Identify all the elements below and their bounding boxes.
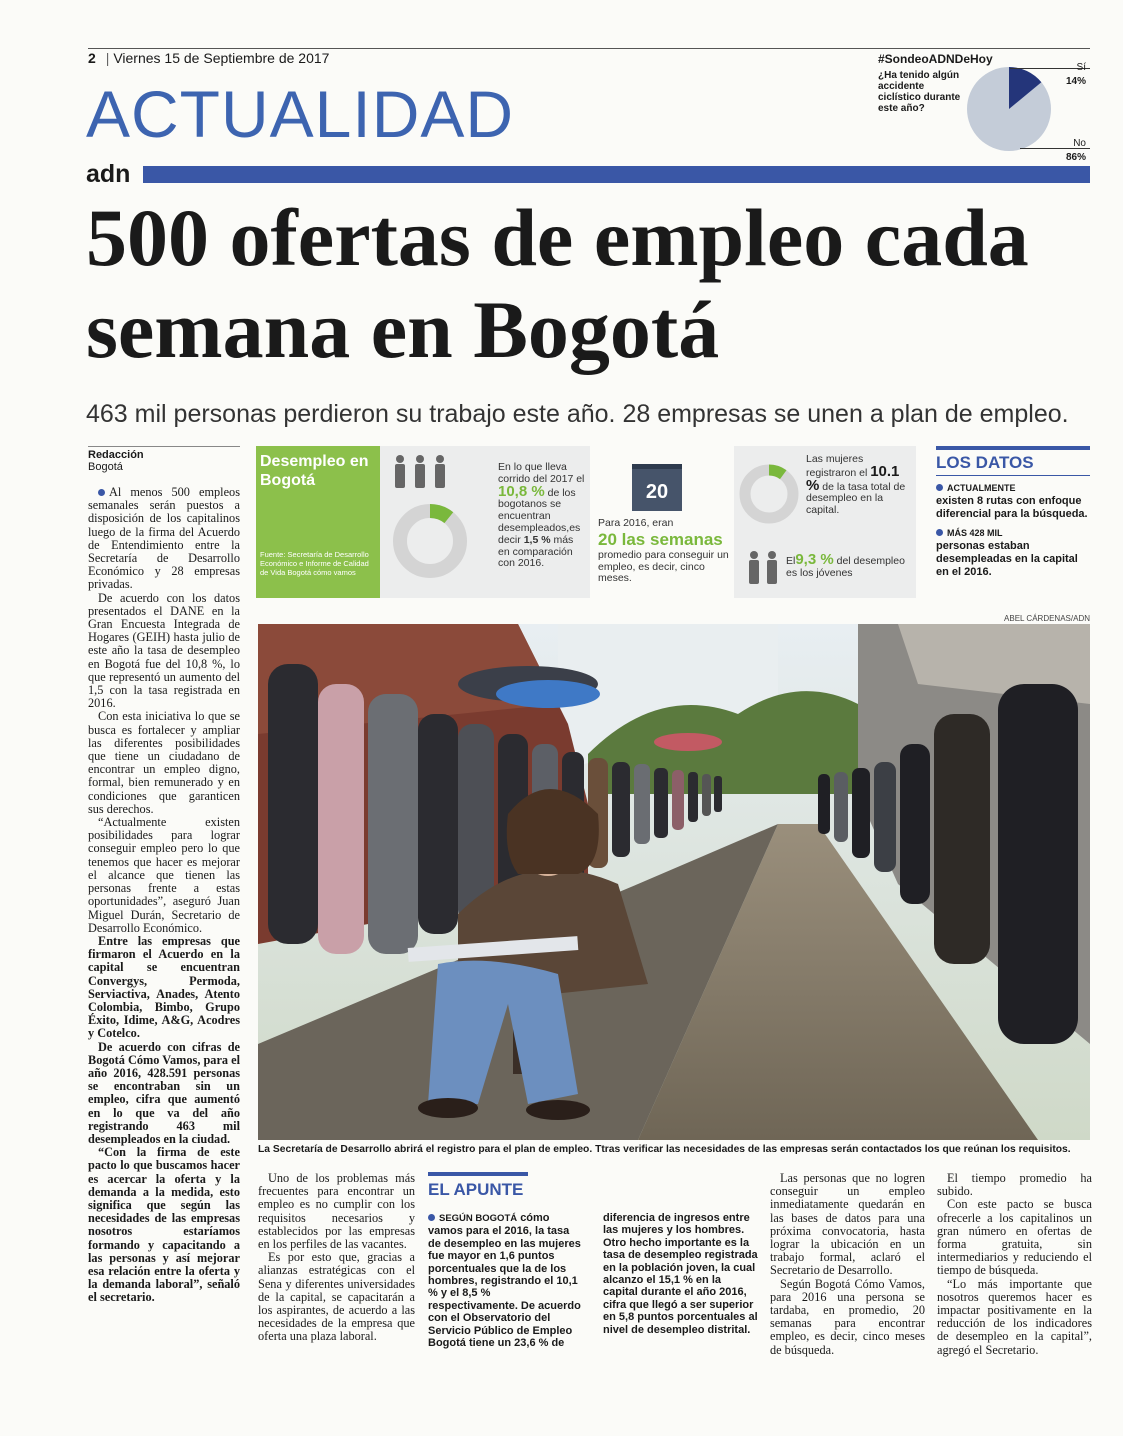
donut-arc-unemployment (430, 511, 449, 518)
paragraph: Con esta iniciativa lo que se busca es fortalecer y ampliar las diferentes posibilidades que tiene un ciudadano de encontrar un empleo digno, formal, bien remunerado y en condiciones que garanticen sus derechos. (88, 709, 240, 816)
poll-question: ¿Ha tenido algún accidente ciclístico durante este año? (878, 70, 961, 114)
panel3-t1: Las mujeres registraron el (806, 453, 868, 479)
poll-no-value: 86% (1065, 152, 1086, 163)
bullet-icon (428, 1214, 435, 1221)
panel3-text-youth (786, 551, 912, 580)
article-column-5 (937, 1172, 1092, 1357)
section-band (143, 166, 1090, 183)
los-datos-item (936, 527, 1090, 579)
infographic-panel-women (734, 446, 916, 598)
donut-track (745, 470, 793, 518)
el-apunte-col-2: diferencia de ingresos entre las mujeres y los hombres. Otro hecho importante es la tasa de desempleo registrada en la población joven, la cual alcanzo el 15,1 % en la capital durante el año 2016, cifra que llegó a ser superior en 5,8 puntos porcentuales al nivel de desempleo distrital. (603, 1212, 758, 1336)
donut-chart-unemployment (390, 496, 470, 586)
panel1-text (498, 462, 586, 570)
photo-umbrella-red (654, 733, 722, 751)
article-column-4 (770, 1172, 925, 1357)
los-datos-title: LOS DATOS (936, 446, 1090, 476)
photo-shoe-right (526, 1100, 590, 1120)
panel1-rate: 10,8 % (498, 482, 545, 500)
paragraph: Uno de los problemas más frecuentes para encontrar un empleo es no cumplir con los requisitos necesarios y establecidos por las empresas en los perfiles de las vacantes. (258, 1171, 415, 1252)
page-number: 2 (88, 50, 96, 66)
panel3-text-women (806, 454, 914, 517)
top-rule (88, 48, 1090, 49)
subheadline: 463 mil personas perdieron su trabajo este año. 28 empresas se unen a plan de empleo. (86, 400, 1069, 428)
article-column-2 (258, 1172, 415, 1344)
paragraph (88, 486, 240, 592)
people-icon (390, 454, 450, 490)
headline: 500 ofertas de empleo cada semana en Bogotá (86, 192, 1029, 375)
photo-shoe-left (418, 1098, 478, 1118)
paragraph: Entre las empresas que firmaron el Acuerdo en la capital se encuentran Convergys, Permoda, Serviactiva, Anades, Atento Colombia, Bimbo, Grupo Éxito, Idime, A&G, Acodres y Cotelco. (88, 933, 240, 1041)
panel1-t3: más en comparación con 2016. (498, 533, 574, 570)
el-apunte-columns (428, 1212, 758, 1349)
youth-icon (746, 550, 780, 586)
el-apunte-text-1: cómo vamos para el 2016, la tasa de desempleo en las mujeres fue mayor en 1,6 puntos porcentuales que la de los hombres, registrando el 10,1 % y el 8,5 % respectivamente. De acuerdo con el Observatorio del Servicio Público de Empleo Bogotá tiene un 23,6 % de (428, 1212, 581, 1350)
panel3-youth-rate: 9,3 % (795, 551, 834, 568)
poll-yes-label: Sí (1076, 62, 1086, 73)
infographic-panel-weeks (590, 446, 734, 598)
paragraph: De acuerdo con los datos presentados el DANE en la Gran Encuesta Integrada de Hogares (GEIH) hasta julio de este año la tasa de desempleo en Bogotá fue del 10,8 %, lo que representó un aumento del 1,5 con la tasa registrada en 2016. (88, 590, 240, 711)
paragraph: Con este pacto se busca ofrecerle a los capitalinos un gran número en ofertas de forma gratuita, sin intermediarios y reduciendo el tiempo de búsqueda. (937, 1197, 1092, 1278)
paragraph: “Lo más importante que nosotros queremos hacer es impactar positivamente en la reducción de los indicadores de desempleo en la capital”, agregó el Secretario. (937, 1276, 1092, 1357)
folio: 2 | Viernes 15 de Septiembre de 2017 (88, 50, 330, 66)
bullet-icon (936, 529, 943, 536)
panel3-t4: del desempleo es los jóvenes (786, 555, 905, 579)
panel3-t2: de la tasa total de desempleo en la capital. (806, 480, 906, 517)
byline-rule (88, 446, 240, 447)
byline-city: Bogotá (88, 461, 123, 473)
item-lead: MÁS 428 MIL (947, 528, 1003, 538)
article-column-1 (88, 486, 240, 1305)
panel2-t1: Para 2016, eran (598, 517, 674, 529)
item-lead: ACTUALMENTE (947, 483, 1016, 493)
el-apunte-col-1 (428, 1212, 583, 1349)
paragraph: Según Bogotá Cómo Vamos, para 2016 una persona se tardaba, en promedio, 20 semanas para encontrar empleo, es decir, cinco meses de búsqueda. (770, 1276, 925, 1357)
bullet-icon (98, 489, 105, 496)
panel2-text (598, 518, 732, 585)
photo-credit: ABEL CÁRDENAS/ADN (1004, 614, 1090, 623)
byline (88, 446, 240, 473)
paragraph: “Con la firma de este pacto lo que buscamos hacer es acercar la oferta y la demanda a la medida, esto significa que según las necesidades de las empresas nosotros estaríamos formando y capacitando a las personas y así mejorar esa relación entre la oferta y la demanda laboral”, señaló el secretario. (88, 1145, 240, 1305)
byline-name: Redacción (88, 449, 144, 461)
panel3-t3: El (786, 555, 796, 567)
paragraph: “Actualmente existen posibilidades para lograr conseguir empleo pero lo que tenemos que hacer es mejorar el alcance que tienen las personas frente a estas oportunidades”, aseguró Juan Miguel Durán, Secretario de Desarrollo Económico. (88, 815, 240, 935)
section-title: ACTUALIDAD (86, 77, 515, 151)
los-datos-item (936, 482, 1090, 521)
poll-tag[interactable]: #SondeoADNDeHoy (878, 52, 993, 66)
infographic-title: Desempleo en Bogotá (260, 453, 369, 489)
los-datos-box (936, 446, 1090, 579)
item-text: existen 8 rutas con enfoque diferencial para la búsqueda. (936, 495, 1088, 520)
paragraph: Es por esto que, gracias a alianzas estratégicas con el Sena y diferentes universidades de la capital, se capacitarán a los aspirantes, de acuerdo a las necesidades de la empresa que oferta una plaza laboral. (258, 1250, 415, 1344)
el-apunte-lead: SEGÚN BOGOTÁ (439, 1213, 518, 1224)
item-text: personas estaban desempleadas en la capital en el 2016. (936, 540, 1078, 578)
panel1-t1: En lo que lleva corrido del 2017 el (498, 461, 585, 485)
poll-pie-chart (964, 64, 1054, 154)
el-apunte-title: EL APUNTE (428, 1172, 528, 1200)
poll-no-label: No (1073, 138, 1086, 149)
poll-yes-value: 14% (1065, 76, 1086, 87)
news-photo (258, 624, 1090, 1140)
infographic-title-panel (256, 446, 380, 598)
donut-chart-women (736, 456, 802, 526)
panel2-t2: promedio para conseguir un empleo, es decir, cinco meses. (598, 548, 729, 585)
paragraph-text: Al menos 500 empleos semanales serán puestos a disposición de los capitalinos luego de la firma del Acuerdo de Entendimiento entre la Secretaría de Desarrollo Económico y 28 empresas privadas. (88, 485, 240, 592)
issue-date: Viernes 15 de Septiembre de 2017 (113, 50, 330, 66)
infographic-source: Fuente: Secretaría de Desarrollo Económico e Informe de Calidad de Vida Bogotá cómo vamos (260, 550, 369, 577)
panel2-weeks: 20 las semanas (598, 529, 723, 549)
paragraph: De acuerdo con cifras de Bogotá Cómo Vamos, para el año 2016, 428.591 personas se encontraban sin un empleo, cifra que aumentó en lo que va del año registrando 463 mil desempleados en la ciudad. (88, 1039, 241, 1146)
paragraph: El tiempo promedio ha subido. (937, 1171, 1092, 1199)
paragraph: Las personas que no logren conseguir un empleo inmediatamente quedarán en las bases de datos para una próxima convocatoria, hasta lograr la ubicación en un trabajo formal, aclaró el Secretario de Desarrollo. (770, 1171, 925, 1278)
panel1-t2: de los bogotanos se encuentran desempleados,es decir (498, 486, 581, 546)
infographic-panel-unemployment (380, 446, 590, 598)
calendar-icon: 20 (632, 464, 682, 511)
photo-umbrella-blue (496, 680, 600, 708)
adn-logo: adn (86, 160, 131, 188)
donut-track (400, 511, 460, 571)
photo-caption: La Secretaría de Desarrollo abrirá el registro para el plan de empleo. Ttras verificar las necesidades de las empresas serán contactados los que reúnan los requisitos. (258, 1144, 1071, 1155)
infographic (256, 446, 916, 598)
el-apunte-box (428, 1172, 758, 1349)
donut-arc-women (769, 470, 783, 475)
panel1-increase: 1,5 % (523, 533, 551, 546)
panel3-women-rate: 10.1 % (806, 462, 900, 494)
bullet-icon (936, 484, 943, 491)
